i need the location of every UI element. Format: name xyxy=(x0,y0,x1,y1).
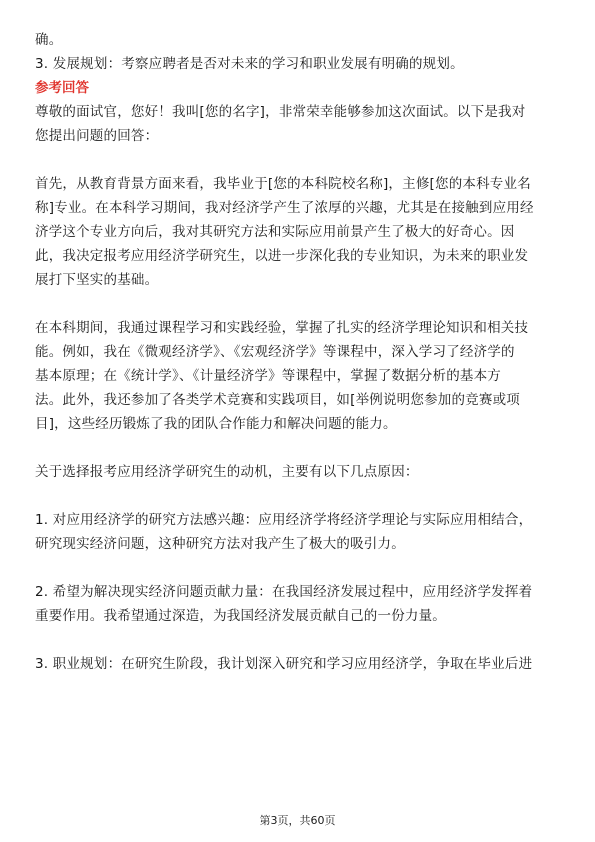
text-line: 此，我决定报考应用经济学研究生，以进一步深化我的专业知识，为未来的职业发 xyxy=(35,248,529,264)
text-line: 确。 xyxy=(35,32,63,48)
text-line: 您提出问题的回答： xyxy=(35,128,159,144)
text-line: 研究现实经济问题，这种研究方法对我产生了极大的吸引力。 xyxy=(35,536,405,552)
text-line: 基本原理；在《统计学》、《计量经济学》等课程中，掌握了数据分析的基本方 xyxy=(35,368,501,384)
motivation-intro: 关于选择报考应用经济学研究生的动机，主要有以下几点原因： xyxy=(35,464,419,480)
text-line: 目]，这些经历锻炼了我的团队合作能力和解决问题的能力。 xyxy=(35,416,397,432)
text-line: 3. 发展规划：考察应聘者是否对未来的学习和职业发展有明确的规划。 xyxy=(35,56,464,72)
document-body xyxy=(35,28,563,676)
text-line: 展打下坚实的基础。 xyxy=(35,272,159,288)
paragraph-education xyxy=(35,172,563,292)
text-line: 济学这个专业方向后，我对其研究方法和实际应用前景产生了极大的好奇心。因 xyxy=(35,224,515,240)
text-line: 能。例如，我在《微观经济学》、《宏观经济学》等课程中，深入学习了经济学的 xyxy=(35,344,515,360)
text-line: 首先，从教育背景方面来看，我毕业于[您的本科院校名称]，主修[您的本科专业名 xyxy=(35,176,531,192)
text-line: 重要作用。我希望通过深造，为我国经济发展贡献自己的一份力量。 xyxy=(35,608,446,624)
paragraph-undergrad xyxy=(35,316,563,436)
text-line: 尊敬的面试官，您好！我叫[您的名字]，非常荣幸能够参加这次面试。以下是我对 xyxy=(35,104,526,120)
reason-3 xyxy=(35,652,563,676)
text-line: 1. 对应用经济学的研究方法感兴趣：应用经济学将经济学理论与实际应用相结合， xyxy=(35,512,533,528)
text-line: 3. 职业规划：在研究生阶段，我计划深入研究和学习应用经济学，争取在毕业后进 xyxy=(35,656,533,672)
page-number: 第3页，共60页 xyxy=(259,814,336,827)
text-line: 称]专业。在本科学习期间，我对经济学产生了浓厚的兴趣，尤其是在接触到应用经 xyxy=(35,200,534,216)
text-line: 法。此外，我还参加了各类学术竞赛和实践项目，如[举例说明您参加的竞赛或项 xyxy=(35,392,520,408)
reason-1 xyxy=(35,508,563,556)
text-line: 在本科期间，我通过课程学习和实践经验，掌握了扎实的经济学理论知识和相关技 xyxy=(35,320,529,336)
answer-heading: 参考回答 xyxy=(35,80,89,96)
text-line: 2. 希望为解决现实经济问题贡献力量：在我国经济发展过程中，应用经济学发挥着 xyxy=(35,584,533,600)
reason-2 xyxy=(35,580,563,628)
